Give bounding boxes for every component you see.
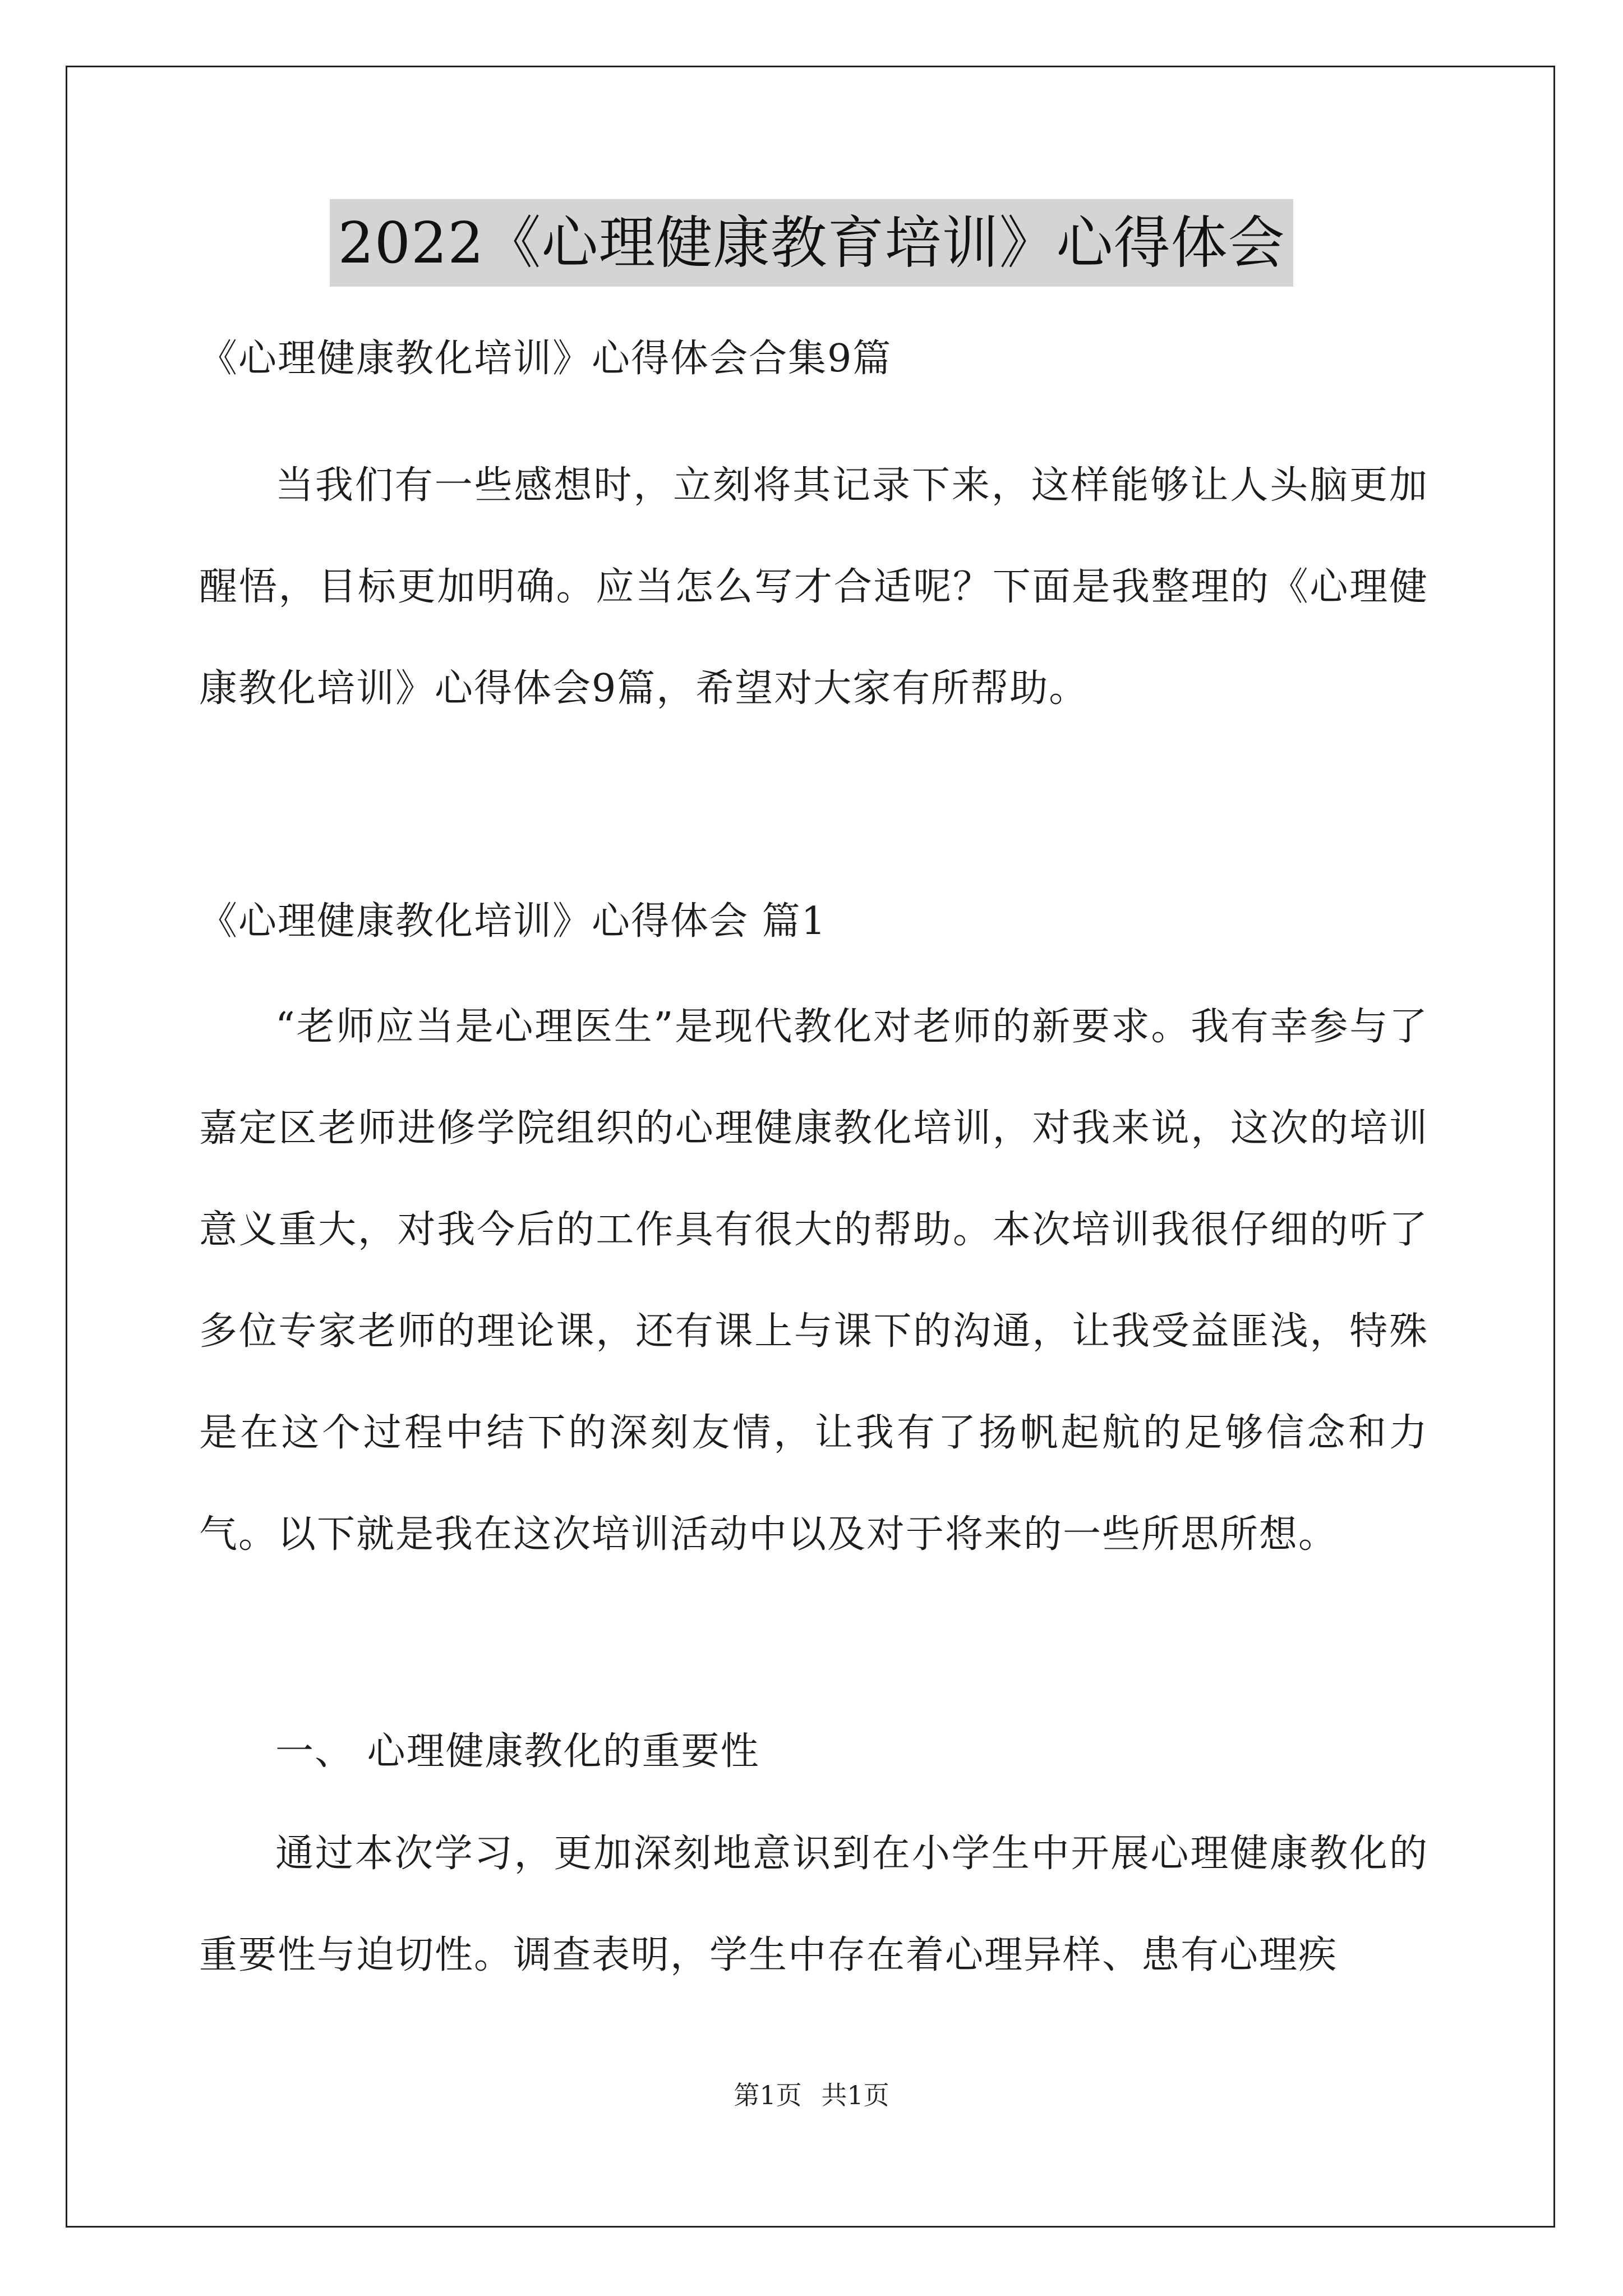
body-paragraph-1: “老师应当是心理医生”是现代教化对老师的新要求。我有幸参与了嘉定区老师进修学院组织的心理健康教化培训，对我来说，这次的培训意义重大，对我今后的工作具有很大的帮助。本次培训我很仔细的听了多位专家老师的理论课，还有课上与课下的沟通，让我受益匪浅，特殊是在这个过程中结下的深刻友情，让我有了扬帆起航的足够信念和力气。以下就是我在这次培训活动中以及对于将来的一些所思所想。 [199, 1005, 1428, 1557]
intro-paragraph: 当我们有一些感想时，立刻将其记录下来，这样能够让人头脑更加醒悟，目标更加明确。应当怎么写才合适呢？下面是我整理的《心理健康教化培训》心得体会9篇，希望对大家有所帮助。 [199, 463, 1428, 711]
page-number: 第1页 [734, 2080, 802, 2110]
title-container [0, 199, 1623, 287]
page-total: 共1页 [821, 2080, 889, 2110]
section-heading: 《心理健康教化培训》心得体会 篇1 [199, 899, 827, 944]
document-subtitle: 《心理健康教化培训》心得体会合集9篇 [199, 337, 892, 381]
body-paragraph-2: 通过本次学习，更加深刻地意识到在小学生中开展心理健康教化的重要性与迫切性。调查表明，学生中存在着心理异样、患有心理疾 [199, 1832, 1428, 1977]
page-footer [0, 2078, 1623, 2112]
document-title: 2022《心理健康教育培训》心得体会 [330, 199, 1293, 287]
point-heading-1: 一、 心理健康教化的重要性 [275, 1729, 760, 1774]
